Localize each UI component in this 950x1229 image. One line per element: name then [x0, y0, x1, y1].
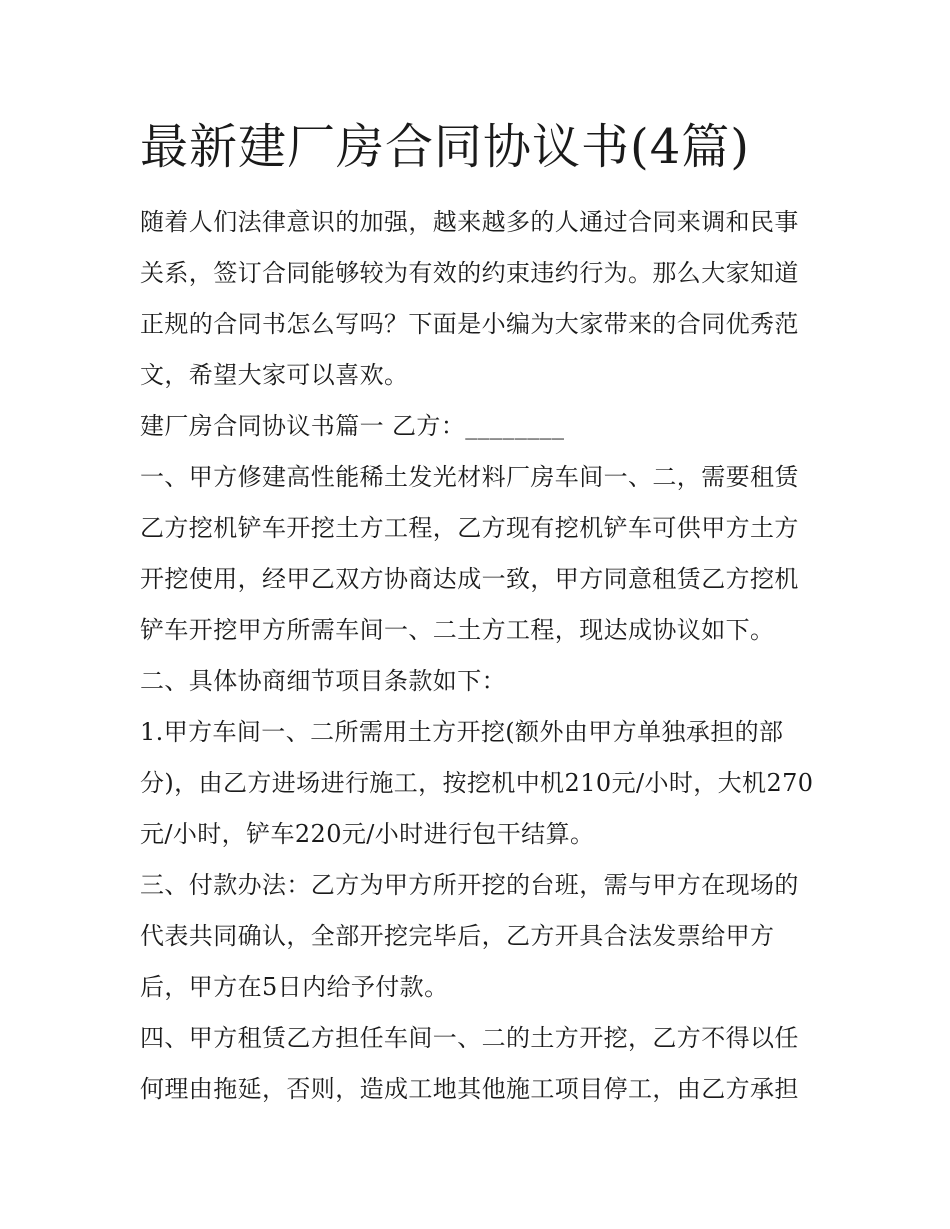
clause-2-paragraph: 二、具体协商细节项目条款如下：	[140, 667, 506, 695]
document-title: 最新建厂房合同协议书(4篇)	[140, 119, 750, 175]
clause-1-paragraph: 一、甲方修建高性能稀土发光材料厂房车间一、二，需要租赁乙方挖机铲车开挖土方工程，乙方现有挖机铲车可供甲方土方开挖使用，经甲乙双方协商达成一致，甲方同意租赁乙方挖机铲车开挖甲方所需车间一、二土方工程，现达成协议如下。	[140, 463, 799, 644]
clause-2-item-1-paragraph: 1.甲方车间一、二所需用土方开挖(额外由甲方单独承担的部分)，由乙方进场进行施工，按挖机中机210元/小时，大机270元/小时，铲车220元/小时进行包干结算。	[140, 718, 814, 848]
section-heading-party-b: 建厂房合同协议书篇一 乙方：________	[140, 412, 565, 440]
clause-4-paragraph: 四、甲方租赁乙方担任车间一、二的土方开挖，乙方不得以任何理由拖延，否则，造成工地其他施工项目停工，由乙方承担	[140, 1024, 799, 1103]
document-body	[140, 197, 820, 1115]
intro-paragraph: 随着人们法律意识的加强，越来越多的人通过合同来调和民事关系，签订合同能够较为有效的约束违约行为。那么大家知道正规的合同书怎么写吗？下面是小编为大家带来的合同优秀范文，希望大家可以喜欢。	[140, 208, 799, 389]
clause-3-paragraph: 三、付款办法：乙方为甲方所开挖的台班，需与甲方在现场的代表共同确认，全部开挖完毕后，乙方开具合法发票给甲方后，甲方在5日内给予付款。	[140, 871, 799, 1001]
